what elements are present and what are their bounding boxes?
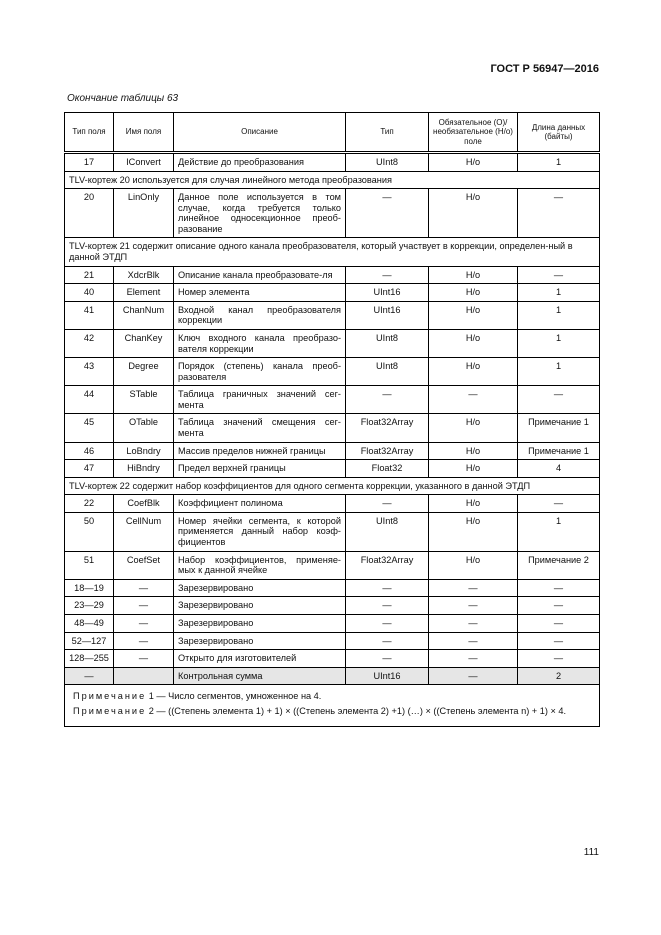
cell-required: Н/о bbox=[429, 512, 518, 551]
cell-data-type: UInt16 bbox=[346, 301, 429, 329]
cell-type-field: 21 bbox=[65, 266, 114, 284]
cell-data-length: 4 bbox=[518, 460, 600, 478]
cell-required: Н/о bbox=[429, 495, 518, 513]
cell-required: Н/о bbox=[429, 189, 518, 238]
cell-data-length: — bbox=[518, 650, 600, 668]
section-row bbox=[65, 477, 600, 495]
cell-data-length: 1 bbox=[518, 512, 600, 551]
cell-data-type: Float32Array bbox=[346, 551, 429, 579]
cell-data-type: — bbox=[346, 386, 429, 414]
cell-field-name: HiBndry bbox=[114, 460, 174, 478]
table-row bbox=[65, 301, 600, 329]
cell-type-field: 50 bbox=[65, 512, 114, 551]
column-header-type-field: Тип поля bbox=[65, 113, 114, 153]
cell-required: — bbox=[429, 667, 518, 685]
cell-type-field: 18—19 bbox=[65, 579, 114, 597]
table-body bbox=[65, 153, 600, 685]
cell-data-length: Примечание 1 bbox=[518, 414, 600, 442]
cell-type-field: 17 bbox=[65, 153, 114, 172]
table-row bbox=[65, 495, 600, 513]
table-row bbox=[65, 386, 600, 414]
note-text: 1 — Число сегментов, умноженное на 4. bbox=[148, 691, 322, 702]
cell-required: Н/о bbox=[429, 329, 518, 357]
cell-data-length: — bbox=[518, 266, 600, 284]
cell-description: Номер элемента bbox=[174, 284, 346, 302]
cell-required: — bbox=[429, 614, 518, 632]
table-row bbox=[65, 551, 600, 579]
cell-required: Н/о bbox=[429, 153, 518, 172]
note-1 bbox=[73, 691, 591, 702]
cell-type-field: 43 bbox=[65, 358, 114, 386]
cell-data-length: 1 bbox=[518, 284, 600, 302]
table-row bbox=[65, 189, 600, 238]
cell-description: Данное поле используется в том случае, когда требуется только линейное односекционное преоб-разование bbox=[174, 189, 346, 238]
section-row bbox=[65, 171, 600, 189]
cell-description: Действие до преобразования bbox=[174, 153, 346, 172]
cell-description: Таблица значений смещения сег-мента bbox=[174, 414, 346, 442]
cell-description: Предел верхней границы bbox=[174, 460, 346, 478]
cell-data-length: — bbox=[518, 597, 600, 615]
cell-type-field: 22 bbox=[65, 495, 114, 513]
specification-table bbox=[64, 112, 600, 727]
cell-description: Номер ячейки сегмента, к которой применяется данный набор коэф-фициентов bbox=[174, 512, 346, 551]
cell-data-type: — bbox=[346, 597, 429, 615]
cell-data-type: — bbox=[346, 189, 429, 238]
cell-required: — bbox=[429, 597, 518, 615]
cell-field-name: LoBndry bbox=[114, 442, 174, 460]
cell-data-length: Примечание 2 bbox=[518, 551, 600, 579]
cell-type-field: — bbox=[65, 667, 114, 685]
table-caption: Окончание таблицы 63 bbox=[67, 93, 179, 104]
cell-required: Н/о bbox=[429, 301, 518, 329]
table-row bbox=[65, 650, 600, 668]
table-row bbox=[65, 284, 600, 302]
cell-data-length: 1 bbox=[518, 301, 600, 329]
cell-data-type: UInt8 bbox=[346, 358, 429, 386]
cell-required: Н/о bbox=[429, 460, 518, 478]
cell-required: Н/о bbox=[429, 551, 518, 579]
cell-description: Зарезервировано bbox=[174, 579, 346, 597]
cell-field-name: XdcrBlk bbox=[114, 266, 174, 284]
cell-data-length: 1 bbox=[518, 153, 600, 172]
page-number: 111 bbox=[583, 847, 599, 858]
cell-field-name bbox=[114, 667, 174, 685]
cell-description: Открыто для изготовителей bbox=[174, 650, 346, 668]
cell-data-type: — bbox=[346, 632, 429, 650]
cell-type-field: 48—49 bbox=[65, 614, 114, 632]
cell-required: — bbox=[429, 579, 518, 597]
table-row bbox=[65, 614, 600, 632]
section-text: TLV-кортеж 20 используется для случая линейного метода преобразования bbox=[65, 171, 600, 189]
cell-data-length: 1 bbox=[518, 329, 600, 357]
cell-required: Н/о bbox=[429, 414, 518, 442]
cell-required: — bbox=[429, 632, 518, 650]
cell-data-type: — bbox=[346, 495, 429, 513]
cell-field-name: — bbox=[114, 579, 174, 597]
column-header-required: Обязательное (О)/ необязательное (Н/о) поле bbox=[429, 113, 518, 153]
cell-data-length: — bbox=[518, 189, 600, 238]
cell-data-type: UInt8 bbox=[346, 153, 429, 172]
cell-data-length: 2 bbox=[518, 667, 600, 685]
cell-type-field: 128—255 bbox=[65, 650, 114, 668]
cell-type-field: 52—127 bbox=[65, 632, 114, 650]
cell-data-length: — bbox=[518, 386, 600, 414]
cell-data-type: Float32Array bbox=[346, 414, 429, 442]
cell-data-length: — bbox=[518, 579, 600, 597]
cell-type-field: 23—29 bbox=[65, 597, 114, 615]
cell-data-length: — bbox=[518, 495, 600, 513]
cell-type-field: 41 bbox=[65, 301, 114, 329]
cell-data-type: — bbox=[346, 579, 429, 597]
cell-type-field: 46 bbox=[65, 442, 114, 460]
table-row bbox=[65, 329, 600, 357]
table-row bbox=[65, 266, 600, 284]
notes-row bbox=[65, 685, 600, 727]
cell-data-type: Float32Array bbox=[346, 442, 429, 460]
table-row bbox=[65, 512, 600, 551]
cell-data-type: Float32 bbox=[346, 460, 429, 478]
cell-field-name: LinOnly bbox=[114, 189, 174, 238]
cell-field-name: CellNum bbox=[114, 512, 174, 551]
cell-data-length: — bbox=[518, 614, 600, 632]
column-header-description: Описание bbox=[174, 113, 346, 153]
cell-type-field: 42 bbox=[65, 329, 114, 357]
cell-required: — bbox=[429, 650, 518, 668]
cell-description: Набор коэффициентов, применяе-мых к данной ячейке bbox=[174, 551, 346, 579]
table-row bbox=[65, 358, 600, 386]
cell-description: Коэффициент полинома bbox=[174, 495, 346, 513]
cell-type-field: 47 bbox=[65, 460, 114, 478]
section-text: TLV-кортеж 22 содержит набор коэффициентов для одного сегмента коррекции, указанного в данной ЭТДП bbox=[65, 477, 600, 495]
cell-field-name: CoefSet bbox=[114, 551, 174, 579]
cell-description: Зарезервировано bbox=[174, 597, 346, 615]
cell-field-name: — bbox=[114, 632, 174, 650]
section-row bbox=[65, 238, 600, 266]
note-label: Примечание bbox=[73, 691, 147, 702]
cell-field-name: IConvert bbox=[114, 153, 174, 172]
note-label: Примечание bbox=[73, 705, 147, 716]
note-2 bbox=[73, 706, 591, 717]
cell-description: Зарезервировано bbox=[174, 614, 346, 632]
cell-description: Входной канал преобразователя коррекции bbox=[174, 301, 346, 329]
column-header-field-name: Имя поля bbox=[114, 113, 174, 153]
table-header-row bbox=[65, 113, 600, 153]
cell-field-name: ChanKey bbox=[114, 329, 174, 357]
cell-description: Массив пределов нижней границы bbox=[174, 442, 346, 460]
cell-data-type: — bbox=[346, 650, 429, 668]
cell-field-name: OTable bbox=[114, 414, 174, 442]
table-row bbox=[65, 414, 600, 442]
cell-data-type: UInt16 bbox=[346, 284, 429, 302]
cell-required: Н/о bbox=[429, 358, 518, 386]
cell-field-name: STable bbox=[114, 386, 174, 414]
cell-type-field: 44 bbox=[65, 386, 114, 414]
cell-data-length: — bbox=[518, 632, 600, 650]
cell-field-name: ChanNum bbox=[114, 301, 174, 329]
cell-field-name: Element bbox=[114, 284, 174, 302]
column-header-type: Тип bbox=[346, 113, 429, 153]
checksum-row bbox=[65, 667, 600, 685]
standard-title: ГОСТ Р 56947—2016 bbox=[490, 63, 599, 75]
cell-field-name: — bbox=[114, 597, 174, 615]
cell-data-length: Примечание 1 bbox=[518, 442, 600, 460]
cell-description: Зарезервировано bbox=[174, 632, 346, 650]
cell-description: Порядок (степень) канала преоб-разователя bbox=[174, 358, 346, 386]
column-header-data-length: Длина данных (байты) bbox=[518, 113, 600, 153]
cell-required: Н/о bbox=[429, 266, 518, 284]
cell-type-field: 20 bbox=[65, 189, 114, 238]
cell-description: Ключ входного канала преобразо-вателя коррекции bbox=[174, 329, 346, 357]
cell-required: Н/о bbox=[429, 284, 518, 302]
cell-description: Таблица граничных значений сег-мента bbox=[174, 386, 346, 414]
cell-data-type: — bbox=[346, 266, 429, 284]
cell-type-field: 45 bbox=[65, 414, 114, 442]
cell-description: Контрольная сумма bbox=[174, 667, 346, 685]
cell-data-type: UInt8 bbox=[346, 512, 429, 551]
cell-field-name: — bbox=[114, 650, 174, 668]
cell-field-name: CoefBlk bbox=[114, 495, 174, 513]
notes-cell bbox=[65, 685, 600, 727]
section-text: TLV-кортеж 21 содержит описание одного канала преобразователя, который участвует в коррекции, определен-ный в данной ЭТДП bbox=[65, 238, 600, 266]
cell-type-field: 40 bbox=[65, 284, 114, 302]
cell-data-type: — bbox=[346, 614, 429, 632]
note-text: 2 — ((Степень элемента 1) + 1) × ((Степень элемента 2) +1) (…) × ((Степень элемента n) + 1) × 4. bbox=[148, 705, 567, 716]
cell-data-type: UInt8 bbox=[346, 329, 429, 357]
table-row bbox=[65, 632, 600, 650]
cell-data-type: UInt16 bbox=[346, 667, 429, 685]
table-row bbox=[65, 460, 600, 478]
cell-data-length: 1 bbox=[518, 358, 600, 386]
cell-type-field: 51 bbox=[65, 551, 114, 579]
cell-required: — bbox=[429, 386, 518, 414]
table-row bbox=[65, 153, 600, 172]
cell-field-name: — bbox=[114, 614, 174, 632]
table-row bbox=[65, 579, 600, 597]
table-row bbox=[65, 442, 600, 460]
cell-description: Описание канала преобразовате-ля bbox=[174, 266, 346, 284]
cell-required: Н/о bbox=[429, 442, 518, 460]
cell-field-name: Degree bbox=[114, 358, 174, 386]
table-row bbox=[65, 597, 600, 615]
